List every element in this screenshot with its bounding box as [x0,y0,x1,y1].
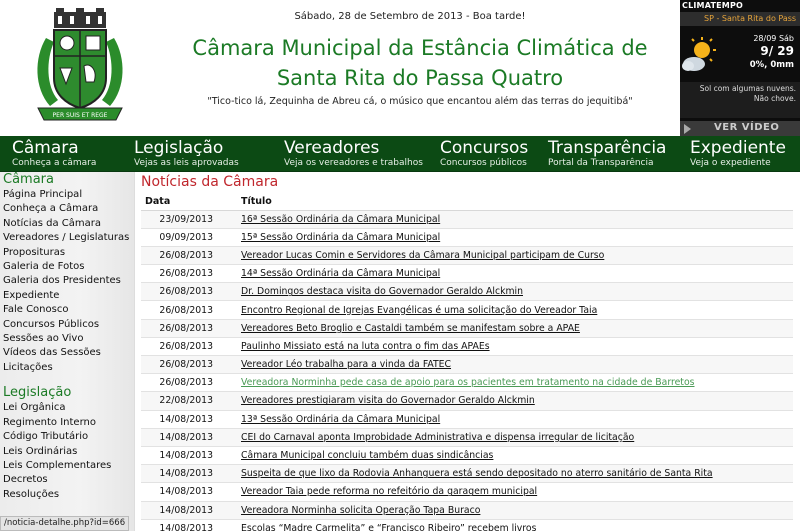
nav-title: Transparência [548,138,667,158]
news-title-link[interactable]: Vereadora Norminha solicita Operação Tapa Buraco [241,504,481,516]
nav-title: Expediente [690,138,786,158]
weather-rain: 0%, 0mm [749,60,794,70]
table-row [141,265,793,283]
news-date: 14/08/2013 [141,501,237,519]
sun-cloud-icon [682,36,716,76]
sidebar-item-noticias[interactable]: Notícias da Câmara [3,217,101,229]
news-title-cell [237,428,793,446]
news-date: 26/08/2013 [141,265,237,283]
news-date: 26/08/2013 [141,301,237,319]
news-date: 14/08/2013 [141,465,237,483]
news-title-cell [237,465,793,483]
table-row [141,356,793,374]
news-title-cell [237,356,793,374]
video-button[interactable] [680,121,800,136]
news-title-cell [237,228,793,246]
news-title-link[interactable]: 15ª Sessão Ordinária da Câmara Municipal [241,231,441,243]
site-header [0,0,680,136]
sidebar-heading-legislacao: Legislação [3,385,72,401]
news-title-cell [237,446,793,464]
table-row [141,446,793,464]
news-title-cell [237,483,793,501]
nav-transparencia[interactable] [548,138,666,169]
sidebar-item-lei-organica[interactable]: Lei Orgânica [3,402,66,414]
main-content [137,172,800,531]
table-row [141,210,793,228]
weather-brand: CLIMATEMPO [682,1,744,10]
nav-camara[interactable] [12,138,96,169]
news-date: 14/08/2013 [141,519,237,531]
play-icon [684,124,691,134]
table-row [141,337,793,355]
news-date: 26/08/2013 [141,319,237,337]
table-header-row [141,193,793,210]
table-row [141,374,793,392]
status-bar-url: /noticia-detalhe.php?id=666 [0,516,129,531]
sidebar-item-codigo-tributario[interactable]: Código Tributário [3,431,89,443]
news-title-link[interactable]: Escolas “Madre Carmelita” e “Francisco Ribeiro” recebem livros [241,522,537,531]
sidebar-item-pagina-principal[interactable]: Página Principal [3,189,83,200]
site-title[interactable] [160,33,680,93]
sidebar-item-licitacoes[interactable]: Licitações [3,361,53,373]
sidebar-item-regimento-interno[interactable]: Regimento Interno [3,416,96,428]
nav-subtitle: Portal da Transparência [548,158,654,168]
news-title-link[interactable]: 16ª Sessão Ordinária da Câmara Municipal [241,213,441,225]
sidebar-item-conheca-camara[interactable]: Conheça a Câmara [3,203,99,215]
news-title-link[interactable]: Vereador Taia pede reforma no refeitório da garagem municipal [241,486,538,498]
news-title-link[interactable]: 13ª Sessão Ordinária da Câmara Municipal [241,413,441,425]
sidebar-item-decretos[interactable]: Decretos [3,474,48,486]
news-title-cell [237,301,793,319]
news-title-link[interactable]: Encontro Regional de Igrejas Evangélicas é uma solicitação do Vereador Taia [241,304,598,316]
weather-widget[interactable] [680,0,800,136]
news-title-link[interactable]: Suspeita de que lixo da Rodovia Anhanguera está sendo depositado no aterro sanitário de Santa Rita [241,468,713,480]
news-title-cell [237,283,793,301]
news-date: 26/08/2013 [141,356,237,374]
news-title-link[interactable]: CEI do Carnaval aponta Improbidade Administrativa e dispensa irregular de licitação [241,431,635,443]
nav-concursos[interactable] [440,138,528,169]
news-table [141,193,793,531]
news-title-link[interactable]: Câmara Municipal concluiu também duas sindicâncias [241,450,494,462]
weather-city[interactable]: SP - Santa Rita do Pass [680,12,800,26]
news-title-cell [237,265,793,283]
nav-title: Câmara [12,138,79,158]
news-title-link[interactable]: Paulinho Missiato está na luta contra o fim das APAEs [241,340,490,352]
news-date: 26/08/2013 [141,246,237,264]
news-date: 23/09/2013 [141,210,237,228]
nav-subtitle: Veja os vereadores e trabalhos [284,158,423,168]
sidebar-item-vereadores[interactable]: Vereadores / Legislaturas [3,232,130,244]
sidebar-item-galeria-fotos[interactable]: Galeria de Fotos [3,261,85,273]
table-row [141,501,793,519]
news-title-cell [237,246,793,264]
sidebar-item-expediente[interactable]: Expediente [3,289,60,301]
news-title-link[interactable]: 14ª Sessão Ordinária da Câmara Municipal [241,268,441,280]
news-title-cell [237,337,793,355]
sidebar-item-sessoes-vivo[interactable]: Sessões ao Vivo [3,333,84,345]
news-date: 26/08/2013 [141,374,237,392]
table-row [141,392,793,410]
news-date: 14/08/2013 [141,446,237,464]
sidebar-item-concursos[interactable]: Concursos Públicos [3,318,100,330]
news-date: 26/08/2013 [141,337,237,355]
crest-motto: PER SUIS ET REGE [52,112,108,119]
coat-of-arms-logo[interactable] [32,8,128,128]
table-row [141,246,793,264]
nav-subtitle: Vejas as leis aprovadas [134,158,239,168]
table-row [141,465,793,483]
video-label: VER VÍDEO [714,122,780,133]
table-row [141,283,793,301]
news-date: 26/08/2013 [141,283,237,301]
nav-expediente[interactable] [690,138,786,169]
site-title-line1: Câmara Municipal da Estância Climática de [192,36,648,60]
news-date: 09/09/2013 [141,228,237,246]
nav-subtitle: Veja o expediente [690,158,771,168]
sidebar-item-resolucoes[interactable]: Resoluções [3,488,60,500]
news-date: 14/08/2013 [141,410,237,428]
news-title-link[interactable]: Vereador Lucas Comin e Servidores da Câmara Municipal participam de Curso [241,249,605,261]
sidebar-item-leis-complementares[interactable]: Leis Complementares [3,459,112,471]
sidebar-item-leis-ordinarias[interactable]: Leis Ordinárias [3,445,78,457]
column-header-date: Data [141,193,237,210]
news-title-cell [237,392,793,410]
news-title-link[interactable]: Vereador Léo trabalha para a vinda da FATEC [241,359,452,371]
nav-subtitle: Conheça a câmara [12,158,97,168]
weather-date: 28/09 Sáb [753,34,794,43]
weather-description: Sol com algumas nuvens. Não chove. [680,82,800,118]
sidebar-item-galeria-presidentes[interactable]: Galeria dos Presidentes [3,275,121,287]
nav-legislacao[interactable] [134,138,239,169]
site-motto: "Tico-tico lá, Zequinha de Abreu cá, o músico que encantou além das terras do jequitibá" [207,96,633,107]
sidebar-heading-camara: Câmara [3,172,54,187]
section-title: Notícias da Câmara [141,174,279,190]
news-title-link[interactable]: Vereadores Beto Broglio e Castaldi também se manifestam sobre a APAE [241,322,580,334]
column-header-title: Título [237,193,793,210]
date-greeting: Sábado, 28 de Setembro de 2013 - Boa tarde! [294,11,526,22]
news-title-cell [237,410,793,428]
site-title-line2: Santa Rita do Passa Quatro [276,66,564,90]
nav-title: Vereadores [284,138,380,158]
table-row [141,519,793,531]
news-title-link[interactable]: Vereadores prestigiaram visita do Governador Geraldo Alckmin [241,395,535,407]
news-date: 14/08/2013 [141,428,237,446]
table-row [141,319,793,337]
nav-title: Legislação [134,138,224,158]
weather-temperatures: 9/ 29 [760,44,794,58]
sidebar [0,172,135,531]
table-row [141,301,793,319]
news-title-cell [237,519,793,531]
table-row [141,410,793,428]
news-title-cell [237,501,793,519]
news-title-cell [237,319,793,337]
news-title-link[interactable]: Vereadora Norminha pede casa de apoio para os pacientes em tratamento na cidade de Barretos [241,377,695,389]
main-nav [0,136,800,172]
news-table-body [141,210,793,531]
sidebar-item-proposituras[interactable]: Proposituras [3,246,66,258]
table-row [141,228,793,246]
news-title-cell [237,374,793,392]
news-date: 22/08/2013 [141,392,237,410]
sidebar-item-videos-sessoes[interactable]: Vídeos das Sessões [3,347,101,359]
table-row [141,428,793,446]
nav-subtitle: Concursos públicos [440,158,527,168]
table-row [141,483,793,501]
nav-title: Concursos [440,138,529,158]
news-title-link[interactable]: Dr. Domingos destaca visita do Governador Geraldo Alckmin [241,286,523,298]
nav-vereadores[interactable] [284,138,423,169]
news-date: 14/08/2013 [141,483,237,501]
sidebar-item-fale-conosco[interactable]: Fale Conosco [3,304,69,316]
news-title-cell [237,210,793,228]
